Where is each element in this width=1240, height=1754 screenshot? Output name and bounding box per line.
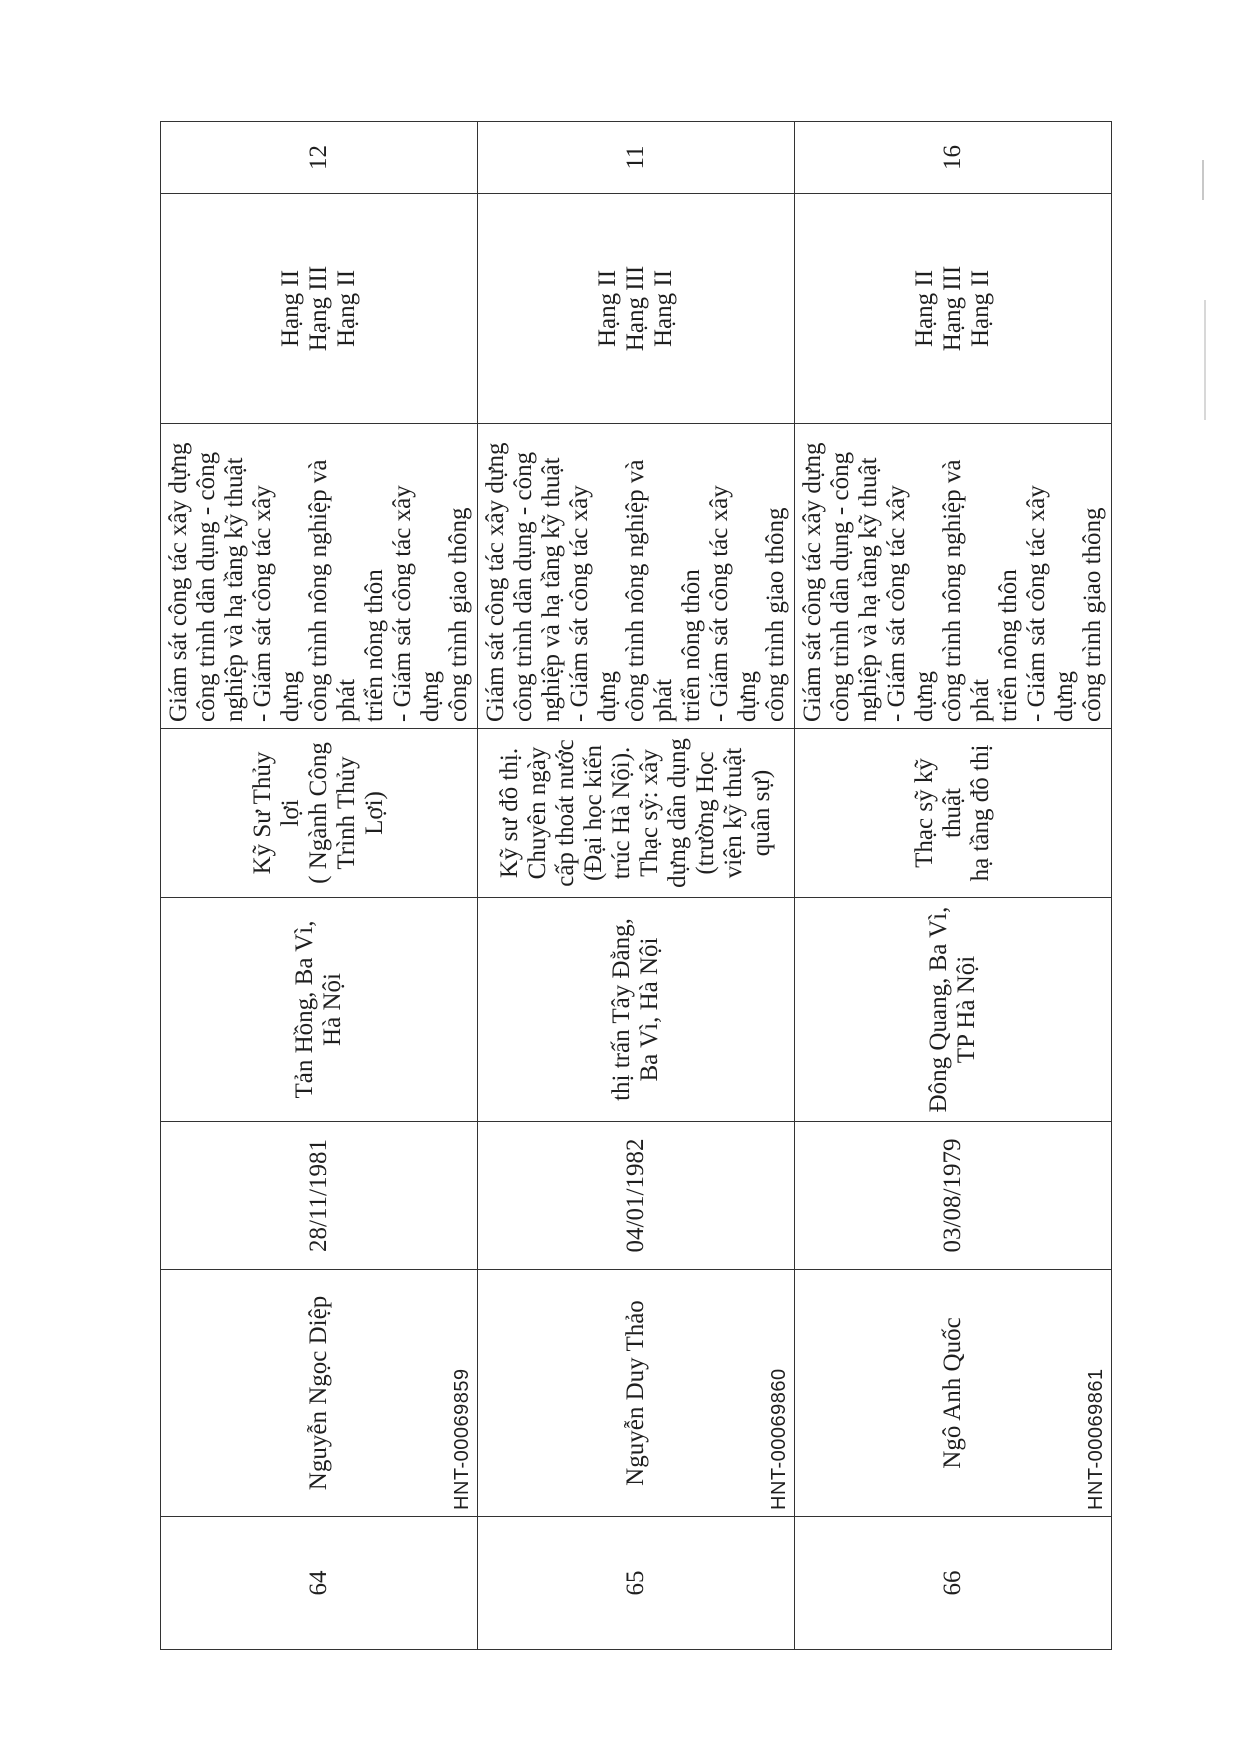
- address-cell: [161, 898, 478, 1122]
- row-number-cell: [478, 1517, 795, 1650]
- birth-date-cell: [795, 1122, 1112, 1270]
- row-number-cell: [795, 1517, 1112, 1650]
- scope-line: triển nông thôn: [678, 569, 705, 722]
- grade-line: Hạng II: [967, 269, 994, 348]
- birth-date: 03/08/1979: [939, 1138, 966, 1253]
- scope-line: công trình nông nghiệp và phát: [305, 459, 360, 722]
- degree-cell: [161, 729, 478, 898]
- scope-line: - Giám sát công tác xây dựng: [249, 485, 304, 722]
- birth-date-cell: [161, 1122, 478, 1270]
- row-number-cell: [161, 1517, 478, 1650]
- scope-line: công trình nông nghiệp và phát: [622, 459, 677, 722]
- birth-date: 04/01/1982: [622, 1138, 649, 1253]
- scope-line: nghiệp và hạ tầng kỹ thuật: [538, 457, 565, 722]
- table-row: [478, 122, 795, 1650]
- person-name: Ngô Anh Quốc: [939, 1317, 966, 1469]
- certificate-code: HNT-00069861: [1084, 1368, 1107, 1510]
- scope-line: triển nông thôn: [995, 569, 1022, 722]
- address: thị trấn Tây Đằng, Ba Vì, Hà Nội: [608, 918, 663, 1101]
- experience-years-cell: [478, 122, 795, 194]
- degree-line: dựng dân dụng: [664, 738, 691, 888]
- degree-line: (Đại học kiến: [580, 744, 607, 882]
- grade-line: Hạng II: [650, 269, 677, 348]
- row-number: 66: [939, 1570, 966, 1596]
- scope-line: Giám sát công tác xây dựng: [799, 442, 826, 722]
- degree-line: Thạc sỹ kỹ thuật: [911, 758, 966, 868]
- certificate-code: HNT-00069860: [767, 1368, 790, 1510]
- grade-line: Hạng III: [622, 265, 649, 352]
- degree-line: ( Ngành Công: [305, 742, 332, 884]
- degree-line: viện kỹ thuật: [720, 747, 747, 879]
- name-cell: [795, 1270, 1112, 1517]
- scope-line: - Giám sát công tác xây dựng: [706, 485, 761, 722]
- grade-cell: [478, 194, 795, 424]
- experience-years: 16: [939, 145, 966, 170]
- scope-cell: [478, 424, 795, 729]
- scope-line: công trình dân dụng - công: [510, 451, 537, 722]
- grade-line: Hạng II: [333, 269, 360, 348]
- scan-artifact: [1202, 160, 1204, 200]
- degree-line: Thạc sỹ: xây: [636, 749, 663, 877]
- person-name: Nguyễn Duy Thảo: [622, 1300, 649, 1486]
- address: Tản Hồng, Ba Vì, Hà Nội: [291, 920, 346, 1099]
- experience-years-cell: [795, 122, 1112, 194]
- address-cell: [795, 898, 1112, 1122]
- scope-line: nghiệp và hạ tầng kỹ thuật: [221, 457, 248, 722]
- degree-line: quân sự): [748, 769, 775, 857]
- experience-years: 12: [305, 145, 332, 170]
- scope-line: công trình nông nghiệp và phát: [939, 459, 994, 722]
- grade-line: Hạng II: [277, 269, 304, 348]
- address-cell: [478, 898, 795, 1122]
- name-cell: [478, 1270, 795, 1517]
- certificate-code: HNT-00069859: [450, 1368, 473, 1510]
- practitioner-table: [160, 121, 1112, 1650]
- degree-line: (trường Học: [692, 751, 719, 875]
- scope-line: công trình dân dụng - công: [827, 451, 854, 722]
- scope-line: - Giám sát công tác xây dựng: [1023, 485, 1078, 722]
- table-body: [161, 122, 1112, 1650]
- scope-line: công trình giao thông: [1079, 507, 1106, 722]
- grade-line: Hạng II: [911, 269, 938, 348]
- scan-artifact: [1204, 300, 1206, 420]
- scope-line: Giám sát công tác xây dựng: [165, 442, 192, 722]
- scope-line: Giám sát công tác xây dựng: [482, 442, 509, 722]
- table-row: [161, 122, 478, 1650]
- scope-line: - Giám sát công tác xây dựng: [566, 485, 621, 722]
- degree-line: Trình Thủy Lợi): [333, 756, 388, 870]
- scope-line: công trình giao thông: [445, 507, 472, 722]
- degree-cell: [795, 729, 1112, 898]
- scope-cell: [161, 424, 478, 729]
- table-row: [795, 122, 1112, 1650]
- degree-cell: [478, 729, 795, 898]
- name-cell: [161, 1270, 478, 1517]
- birth-date: 28/11/1981: [305, 1139, 332, 1252]
- birth-date-cell: [478, 1122, 795, 1270]
- grade-line: Hạng II: [594, 269, 621, 348]
- degree-line: Chuyên ngày: [524, 746, 551, 880]
- scope-line: nghiệp và hạ tầng kỹ thuật: [855, 457, 882, 722]
- scope-line: công trình giao thông: [762, 507, 789, 722]
- grade-cell: [795, 194, 1112, 424]
- degree-line: hạ tầng đô thị: [967, 744, 994, 882]
- degree-line: cấp thoát nước: [552, 739, 579, 887]
- experience-years-cell: [161, 122, 478, 194]
- degree-line: trúc Hà Nội).: [608, 746, 635, 880]
- grade-cell: [161, 194, 478, 424]
- scope-line: - Giám sát công tác xây dựng: [883, 485, 938, 722]
- experience-years: 11: [622, 145, 649, 170]
- scope-line: triển nông thôn: [361, 569, 388, 722]
- grade-line: Hạng III: [305, 265, 332, 352]
- row-number: 65: [622, 1570, 649, 1596]
- degree-line: Kỹ Sư Thủy lợi: [249, 751, 304, 875]
- person-name: Nguyễn Ngọc Diệp: [305, 1295, 332, 1491]
- row-number: 64: [305, 1570, 332, 1596]
- scope-cell: [795, 424, 1112, 729]
- grade-line: Hạng III: [939, 265, 966, 352]
- scope-line: công trình dân dụng - công: [193, 451, 220, 722]
- scope-line: - Giám sát công tác xây dựng: [389, 485, 444, 722]
- address: Đông Quang, Ba Vì, TP Hà Nội: [925, 906, 980, 1113]
- degree-line: Kỹ sư đô thị.: [496, 747, 523, 879]
